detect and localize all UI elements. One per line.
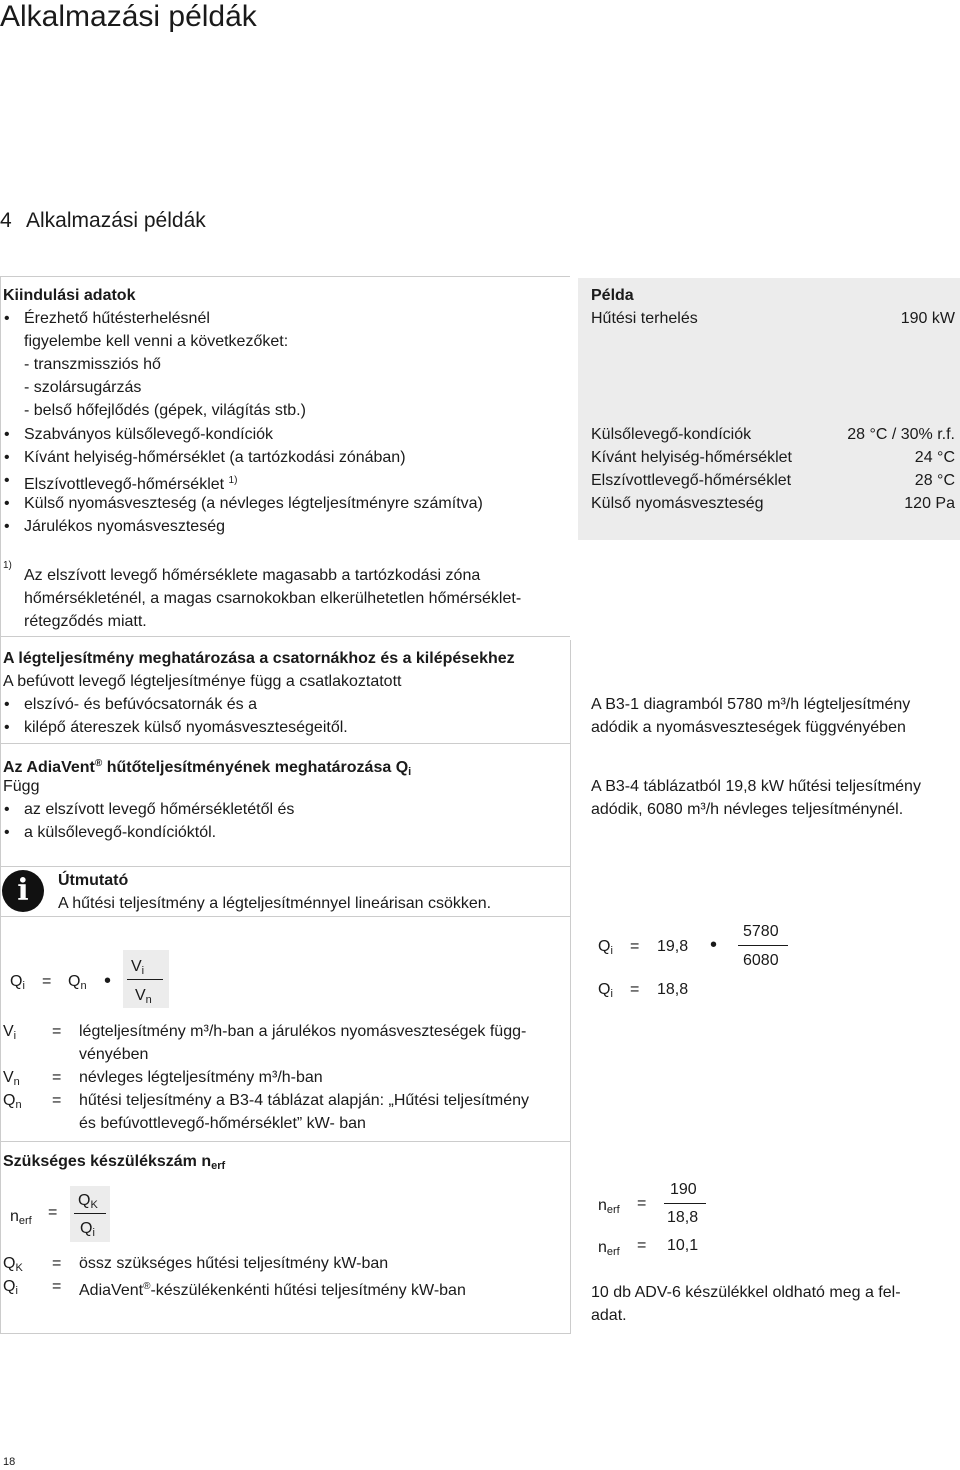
- airflow-bullet1: elszívó- és befúvócsatornák és a: [24, 696, 258, 713]
- formula-sub-erf: erf: [18, 1215, 32, 1227]
- example-formula-numerator: 5780: [743, 923, 779, 940]
- def-sym: Q: [3, 1255, 16, 1272]
- definition-equals: =: [52, 1069, 62, 1086]
- cooling-intro: Függ: [3, 778, 40, 795]
- example-denominator: 18,8: [667, 1209, 699, 1226]
- left-border: [0, 276, 1, 1334]
- bullet-icon: •: [4, 426, 10, 443]
- example-formula-Qi: [598, 935, 613, 963]
- definition-text: vényében: [79, 1046, 149, 1063]
- formula-multiply: •: [104, 970, 112, 992]
- formula-nerf: [10, 1205, 32, 1233]
- registered-mark: ®: [94, 758, 103, 769]
- cooling-bullet2: a külsőlevegő-kondícióktól.: [24, 824, 217, 841]
- airflow-bullet2: kilépő átereszek külső nyomásveszteségeitől.: [24, 719, 348, 736]
- rule-note: [0, 916, 570, 917]
- rule-bottom: [0, 1333, 570, 1334]
- units-conclusion-line1: 10 db ADV-6 készülékkel oldható meg a fel-: [591, 1284, 901, 1301]
- example-formula-val1: 19,8: [657, 938, 689, 955]
- definition-symbol: [3, 1020, 16, 1048]
- formula-sub-i: i: [92, 1227, 95, 1239]
- example-formula-multiply: •: [710, 934, 718, 956]
- example-row-value: 24 °C: [914, 449, 955, 466]
- start-bullet4-text: Elszívottlevegő-hőmérséklet: [24, 476, 225, 493]
- units-def-equals: =: [52, 1255, 62, 1272]
- definition-text: hűtési teljesítmény a B3-4 táblázat alapján: „Hűtési teljesítmény: [79, 1092, 530, 1109]
- formula-Vn: [135, 984, 152, 1012]
- formula-Q: Q: [80, 1220, 93, 1237]
- formula-sub-i: i: [22, 980, 25, 992]
- start-bullet2: Szabványos külsőlevegő-kondíciók: [24, 426, 274, 443]
- example-row-label: Elszívottlevegő-hőmérséklet: [591, 472, 792, 489]
- formula-sub-erf: erf: [606, 1204, 620, 1216]
- units-heading: [3, 1150, 225, 1178]
- formula-sub-i: i: [610, 945, 613, 957]
- rule-airflow: [0, 743, 570, 744]
- info-icon-letter: i: [17, 873, 29, 908]
- rule-top: [0, 276, 570, 277]
- def-sym: Q: [3, 1092, 16, 1109]
- example-load-value: 190 kW: [900, 310, 955, 327]
- note-title: Útmutató: [58, 872, 129, 889]
- example-row-label: Külsőlevegő-kondíciók: [591, 426, 752, 443]
- cooling-result-line1: A B3-4 táblázatból 19,8 kW hűtési teljesítmény: [591, 778, 921, 795]
- units-def-text-b: -készülékenkénti hűtési teljesítmény kW-ban: [150, 1282, 466, 1299]
- chapter-title: Alkalmazási példák: [26, 209, 206, 232]
- example-nerf: [598, 1194, 620, 1222]
- example-row-label: Kívánt helyiség-hőmérséklet: [591, 449, 792, 466]
- cooling-heading-a: Az AdiaVent: [3, 759, 95, 776]
- bullet-icon: •: [4, 719, 10, 736]
- start-bullet5: Külső nyomásveszteség (a névleges légteljesítményre számítva): [24, 495, 483, 512]
- bullet-icon: •: [4, 518, 10, 535]
- def-sym: V: [3, 1069, 14, 1086]
- footnote-line2: hőmérsékleténél, a magas csarnokokban elkerülhetetlen hőmérséklet-: [24, 590, 522, 607]
- cooling-heading-b: hűtőteljesítményének meghatározása Q: [106, 759, 409, 776]
- bullet-icon: •: [4, 449, 10, 466]
- fraction-line: [74, 1213, 106, 1214]
- formula-Q: Q: [10, 973, 23, 990]
- units-conclusion-line2: adat.: [591, 1307, 627, 1324]
- bullet-icon: •: [4, 824, 10, 841]
- start-bullet1-line1: Érezhető hűtésterhelésnél: [24, 310, 210, 327]
- example-formula-Qi: [598, 978, 613, 1006]
- airflow-result-line2: adódik a nyomásveszteségek függvényében: [591, 719, 906, 736]
- example-load-label: Hűtési terhelés: [591, 310, 698, 327]
- start-heading: Kiindulási adatok: [3, 287, 136, 304]
- formula-V: V: [131, 958, 142, 975]
- footnote-line3: rétegződés miatt.: [24, 613, 147, 630]
- rule-footnote: [0, 636, 570, 637]
- example-row-value: 28 °C: [914, 472, 955, 489]
- units-def-text: [79, 1275, 466, 1302]
- start-bullet3: Kívánt helyiség-hőmérséklet (a tartózkodási zónában): [24, 449, 406, 466]
- bullet-icon: •: [4, 472, 10, 489]
- bullet-icon: •: [4, 495, 10, 512]
- footnote-line1: Az elszívott levegő hőmérséklete magasabb a tartózkodási zóna: [24, 567, 481, 584]
- formula-n: n: [10, 1208, 19, 1225]
- registered-mark: ®: [143, 1281, 151, 1292]
- bullet-icon: •: [4, 801, 10, 818]
- formula-V: V: [135, 987, 146, 1004]
- rule-definitions: [0, 1141, 570, 1142]
- bullet-icon: •: [4, 696, 10, 713]
- formula-sub-n: n: [80, 980, 87, 992]
- units-heading-text: Szükséges készülékszám n: [3, 1153, 212, 1170]
- start-bullet1-line2: figyelembe kell venni a következőket:: [24, 333, 289, 350]
- cooling-heading: [3, 752, 411, 784]
- formula-sub-erf: erf: [606, 1246, 620, 1258]
- start-sub3: - belső hőfejlődés (gépek, világítás stb.): [24, 402, 306, 419]
- rule-cooling: [0, 866, 570, 867]
- formula-equals: =: [48, 1204, 58, 1221]
- example-formula-equals: =: [630, 938, 640, 955]
- start-sub2: - szolársugárzás: [24, 379, 142, 396]
- formula-equals: =: [42, 973, 52, 990]
- example-row-value: 120 Pa: [904, 495, 955, 512]
- example-row-label: Külső nyomásveszteség: [591, 495, 764, 512]
- note-text: A hűtési teljesítmény a légteljesítménnyel lineárisan csökken.: [58, 895, 492, 912]
- center-divider: [570, 640, 571, 1334]
- formula-Q: Q: [68, 973, 81, 990]
- def-sub: i: [13, 1030, 17, 1042]
- definition-text: névleges légteljesítmény m³/h-ban: [79, 1069, 323, 1086]
- definition-text: légteljesítmény m³/h-ban a járulékos nyomásveszteségek függ-: [79, 1023, 527, 1040]
- def-sub: n: [13, 1076, 20, 1088]
- cooling-result-line2: adódik, 6080 m³/h névleges teljesítménynél.: [591, 801, 904, 818]
- airflow-result-line1: A B3-1 diagramból 5780 m³/h légteljesítmény: [591, 696, 911, 713]
- formula-Q: Q: [598, 981, 611, 998]
- def-sub: i: [15, 1285, 18, 1297]
- def-sym: V: [3, 1023, 14, 1040]
- start-sub1: - transzmissziós hő: [24, 356, 161, 373]
- example-formula-denominator: 6080: [743, 952, 779, 969]
- start-bullet6: Járulékos nyomásveszteség: [24, 518, 225, 535]
- formula-sub-K: K: [90, 1199, 98, 1211]
- cooling-heading-sub: i: [408, 766, 412, 778]
- example-equals: =: [637, 1195, 647, 1212]
- example-numerator: 190: [670, 1181, 697, 1198]
- formula-sub-i: i: [141, 965, 145, 977]
- definition-symbol: [3, 1089, 22, 1117]
- formula-Qi: [80, 1217, 95, 1245]
- fraction-line: [738, 945, 788, 946]
- example-heading: Példa: [591, 287, 634, 304]
- example-formula-val2: 18,8: [657, 981, 689, 998]
- example-equals: =: [637, 1237, 647, 1254]
- formula-Qn: [68, 970, 87, 998]
- formula-Q: Q: [78, 1192, 91, 1209]
- footnote-mark: 1): [3, 560, 12, 571]
- units-heading-sub: erf: [211, 1160, 226, 1172]
- formula-n: n: [598, 1197, 607, 1214]
- airflow-intro: A befúvott levegő légteljesítménye függ a csatlakoztatott: [3, 673, 402, 690]
- footnote-ref: 1): [228, 475, 238, 486]
- page-number: 18: [3, 1456, 16, 1468]
- formula-Qi: [10, 970, 25, 998]
- formula-Q: Q: [598, 938, 611, 955]
- units-def-symbol: [3, 1275, 18, 1303]
- fraction-line: [127, 979, 163, 980]
- units-def-text: össz szükséges hűtési teljesítmény kW-ban: [79, 1255, 389, 1272]
- example-row-value: 28 °C / 30% r.f.: [847, 426, 955, 443]
- example-formula-equals: =: [630, 981, 640, 998]
- definition-equals: =: [52, 1092, 62, 1109]
- formula-sub-n: n: [145, 994, 152, 1006]
- units-def-text-a: AdiaVent: [79, 1282, 144, 1299]
- def-sub: K: [15, 1262, 23, 1274]
- formula-sub-i: i: [610, 988, 613, 1000]
- units-def-equals: =: [52, 1278, 62, 1295]
- fraction-line: [664, 1203, 706, 1204]
- example-result: 10,1: [667, 1237, 699, 1254]
- def-sub: n: [15, 1099, 22, 1111]
- definition-text: és befúvottlevegő-hőmérséklet” kW- ban: [79, 1115, 366, 1132]
- def-sym: Q: [3, 1278, 16, 1295]
- formula-n: n: [598, 1239, 607, 1256]
- chapter-number: 4: [0, 209, 12, 232]
- cooling-bullet1: az elszívott levegő hőmérsékletétől és: [24, 801, 295, 818]
- example-nerf: [598, 1236, 620, 1264]
- airflow-heading: A légteljesítmény meghatározása a csatornákhoz és a kilépésekhez: [3, 650, 515, 667]
- info-icon: [2, 870, 44, 912]
- bullet-icon: •: [4, 310, 10, 327]
- page-header-title: Alkalmazási példák: [0, 0, 257, 33]
- definition-equals: =: [52, 1023, 62, 1040]
